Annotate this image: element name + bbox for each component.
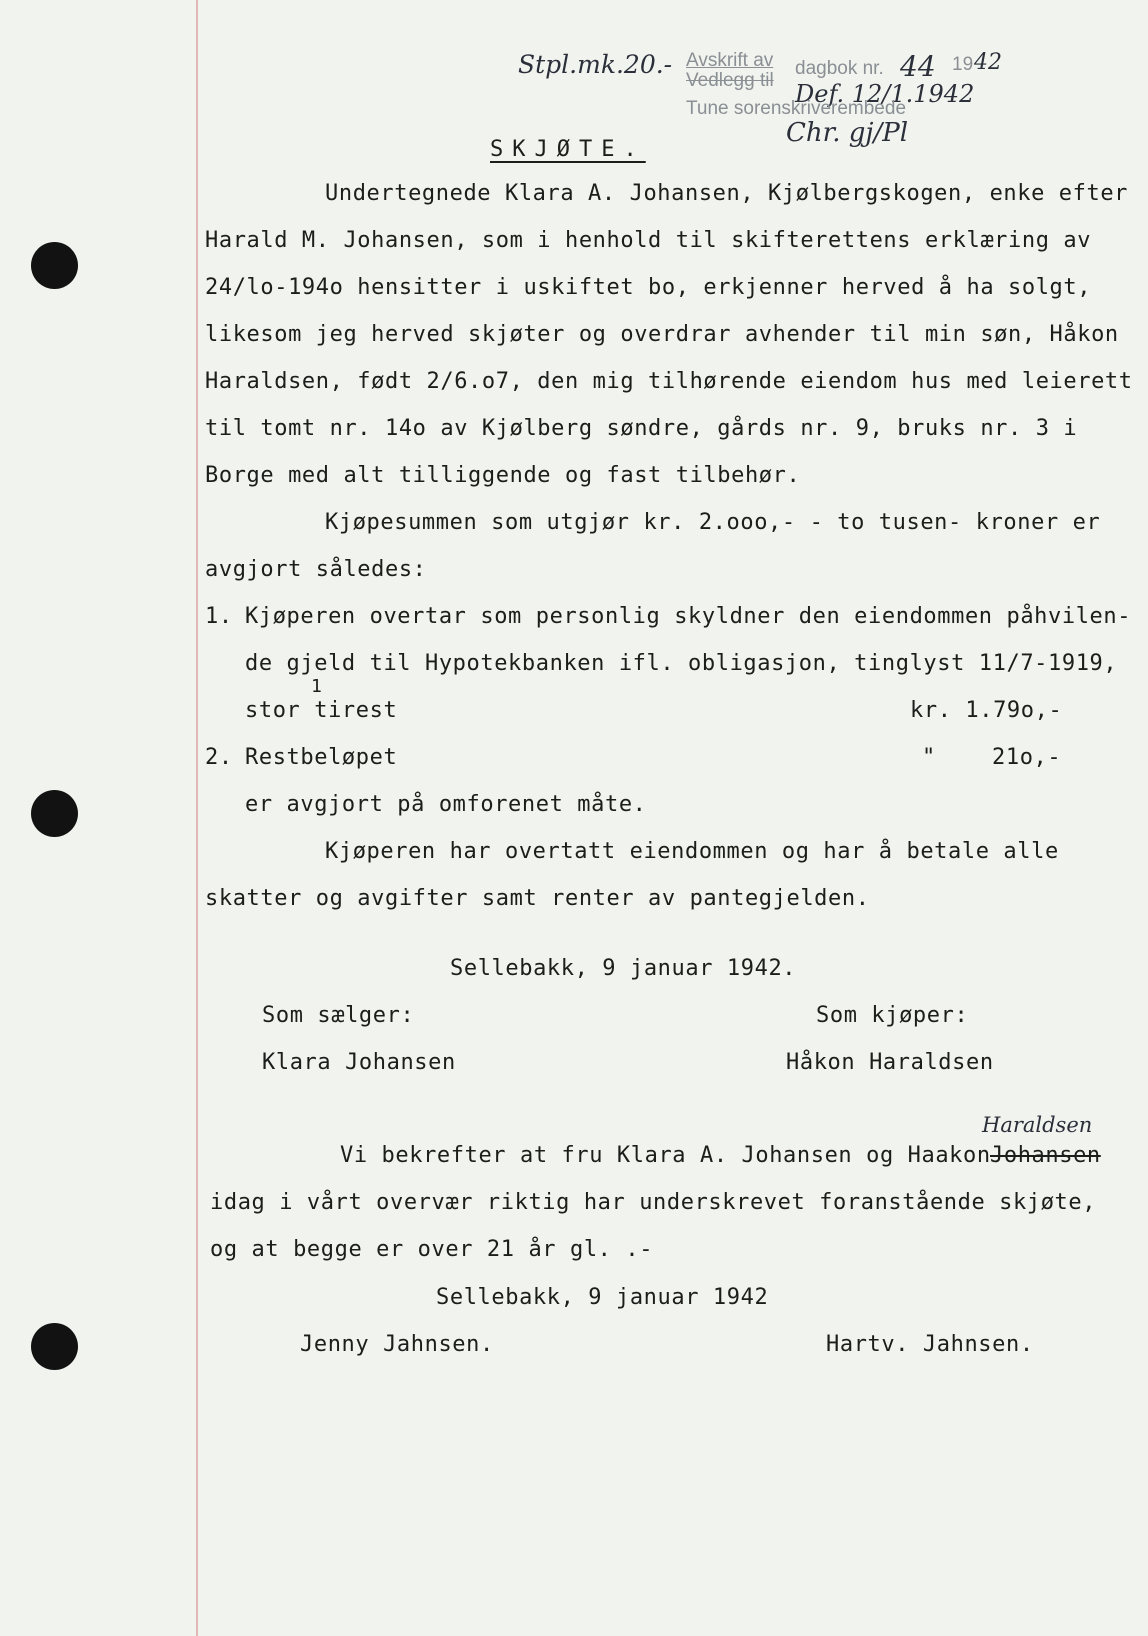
seller-heading: Som sælger: [262,1003,415,1028]
date-note: Def. 12/1.1942 [795,80,975,108]
stamp-vedlegg-struck: Vedlegg til [686,70,774,91]
punch-hole-top [31,242,78,289]
text-line: til tomt nr. 14o av Kjølberg søndre, gårds nr. 9, bruks nr. 3 i [205,416,1078,441]
seller-name: Klara Johansen [262,1050,456,1075]
text-line: de gjeld til Hypotekbanken ifl. obligasjon, tinglyst 11/7-1919, [245,651,1118,676]
text-line: skatter og avgifter samt renter av pantegjelden. [205,886,870,911]
text-line: avgjort således: [205,557,427,582]
correction-mark: 1 [311,676,322,697]
handwritten-correction: Haraldsen [982,1113,1093,1137]
amount-label: stor tirest [245,698,398,723]
witness-name-1: Jenny Jahnsen. [300,1332,494,1357]
text-line: Kjøpesummen som utgjør kr. 2.ooo,- - to tusen- kroner er [325,510,1101,535]
initials: Chr. gj/Pl [786,118,909,148]
stamp-year-prefix: 19 [952,54,974,75]
text-line: Kjøperen overtar som personlig skyldner den eiendommen påhvilen- [245,604,1132,629]
amount-value: kr. 1.79o,- [910,698,1063,723]
text-line: Haraldsen, født 2/6.o7, den mig tilhørende eiendom hus med leierett [205,369,1133,394]
text-line: 24/lo-194o hensitter i uskiftet bo, erkjenner herved å ha solgt, [205,275,1092,300]
ditto-mark: " [922,745,936,770]
witness-place-date: Sellebakk, 9 januar 1942 [436,1285,769,1310]
item-number: 1. [205,604,233,629]
punch-hole-bottom [31,1323,78,1370]
text-line: Undertegnede Klara A. Johansen, Kjølbergskogen, enke efter [325,181,1129,206]
fee-note: Stpl.mk.20.- [518,50,673,79]
text-line: er avgjort på omforenet måte. [245,792,647,817]
text-line: og at begge er over 21 år gl. .- [210,1237,654,1262]
margin-line [196,0,198,1636]
text-line: Kjøperen har overtatt eiendommen og har å betale alle [325,839,1059,864]
struck-word: Johansen [990,1143,1101,1168]
text-line: Vi bekrefter at fru Klara A. Johansen og Haakon [340,1143,991,1168]
buyer-heading: Som kjøper: [816,1003,969,1028]
stamp-avskrift: Avskrift av [686,50,774,71]
place-date: Sellebakk, 9 januar 1942. [450,956,797,981]
text-line: likesom jeg herved skjøter og overdrar avhender til min søn, Håkon [205,322,1119,347]
witness-name-2: Hartv. Jahnsen. [826,1332,1034,1357]
year-suffix: 42 [974,50,1002,75]
text-line: Borge med alt tilliggende og fast tilbehør. [205,463,801,488]
item-label: Restbeløpet [245,745,398,770]
amount-value: 21o,- [992,745,1062,770]
buyer-name: Håkon Haraldsen [786,1050,994,1075]
text-line: Harald M. Johansen, som i henhold til skifterettens erklæring av [205,228,1092,253]
stamp-office: Tune sorenskriverembede [686,98,907,119]
punch-hole-middle [31,790,78,837]
text-line: idag i vårt overvær riktig har underskrevet foranstående skjøte, [210,1190,1097,1215]
document-title: SKJØTE. [490,137,646,162]
stamp-dagbok: dagbok nr. [795,58,884,79]
item-number: 2. [205,745,233,770]
dagbok-number: 44 [900,50,936,83]
